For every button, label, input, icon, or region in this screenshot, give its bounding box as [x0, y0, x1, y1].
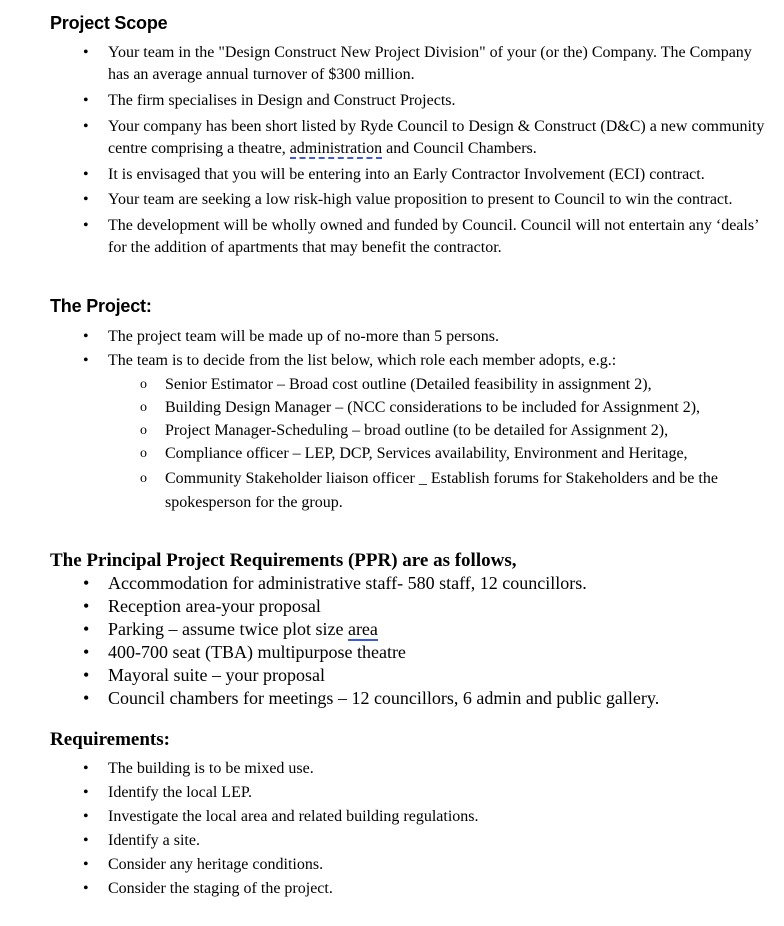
bullet-icon: • [83, 118, 89, 135]
list-item: • Your team in the "Design Construct New Project Division" of your (or the) Company. The Company has an average annual turnover of $300 million. [83, 44, 752, 83]
spellcheck-marked-word: administration [289, 140, 383, 157]
list-item: • Identify a site. [108, 829, 768, 853]
bullet-icon: • [83, 352, 89, 369]
spellcheck-marked-word: area [347, 619, 378, 639]
bullet-icon: • [83, 880, 89, 897]
list-item: • Accommodation for administrative staff- 580 staff, 12 councillors. [83, 573, 587, 593]
bullet-icon: • [83, 44, 89, 61]
list-item: o Building Design Manager – (NCC considerations to be included for Assignment 2), [165, 397, 765, 419]
bullet-icon: • [83, 619, 90, 639]
list-item: • Parking – assume twice plot size area [83, 619, 378, 639]
bullet-icon: • [83, 760, 89, 777]
bullet-icon: • [83, 832, 89, 849]
heading-the-project: The Project: [50, 296, 152, 316]
list-requirements [83, 757, 768, 901]
list-item: • The project team will be made up of no-more than 5 persons. [108, 326, 768, 348]
circle-bullet-icon: o [140, 471, 147, 486]
heading-requirements: Requirements: [50, 729, 170, 750]
list-item: • The firm specialises in Design and Construct Projects. [108, 90, 768, 112]
list-item: • Identify the local LEP. [108, 781, 768, 805]
list-item: • Your team are seeking a low risk-high value proposition to present to Council to win the contract. [108, 189, 768, 211]
list-item: • Investigate the local area and related building regulations. [108, 805, 768, 829]
bullet-icon: • [83, 642, 90, 662]
list-item: • Mayoral suite – your proposal [83, 665, 325, 685]
list-item: • Your company has been short listed by Ryde Council to Design & Construct (D&C) a new community centre comprising a theatre, administration and Council Chambers. [83, 118, 765, 157]
list-item: • The development will be wholly owned and funded by Council. Council will not entertain any ‘deals’ for the addition of apartments that may benefit the contractor. [83, 217, 759, 256]
bullet-icon: • [83, 808, 89, 825]
bullet-icon: • [83, 784, 89, 801]
bullet-icon: • [83, 665, 90, 685]
list-the-project [83, 326, 768, 372]
list-item: • Reception area-your proposal [83, 596, 321, 616]
bullet-icon: • [83, 856, 89, 873]
list-item: o Compliance officer – LEP, DCP, Services availability, Environment and Heritage, [165, 443, 765, 465]
list-item: • 400-700 seat (TBA) multipurpose theatre [83, 642, 406, 662]
heading-ppr: The Principal Project Requirements (PPR) are as follows, [50, 550, 517, 571]
circle-bullet-icon: o [140, 423, 147, 438]
bullet-icon: • [83, 217, 89, 234]
circle-bullet-icon: o [140, 400, 147, 415]
list-item: o Senior Estimator – Broad cost outline (Detailed feasibility in assignment 2), [165, 374, 765, 396]
circle-bullet-icon: o [140, 377, 147, 392]
list-team-roles [140, 374, 765, 515]
list-item: • Council chambers for meetings – 12 councillors, 6 admin and public gallery. [83, 688, 660, 708]
bullet-icon: • [83, 191, 89, 208]
bullet-icon: • [83, 596, 90, 616]
bullet-icon: • [83, 328, 89, 345]
bullet-icon: • [83, 92, 89, 109]
list-item: • The team is to decide from the list below, which role each member adopts, e.g.: [108, 350, 768, 372]
list-item: • The building is to be mixed use. [108, 757, 768, 781]
list-project-scope [83, 42, 768, 259]
heading-project-scope: Project Scope [50, 13, 168, 33]
list-item: o Community Stakeholder liaison officer _ Establish forums for Stakeholders and be the spokesperson for the group. [165, 467, 765, 515]
list-ppr [83, 572, 768, 710]
bullet-icon: • [83, 688, 90, 708]
list-item: • It is envisaged that you will be entering into an Early Contractor Involvement (ECI) contract. [108, 164, 768, 186]
list-item: o Project Manager-Scheduling – broad outline (to be detailed for Assignment 2), [165, 420, 765, 442]
circle-bullet-icon: o [140, 446, 147, 461]
list-item: • Consider the staging of the project. [108, 877, 768, 901]
bullet-icon: • [83, 573, 90, 593]
list-item: • Consider any heritage conditions. [108, 853, 768, 877]
bullet-icon: • [83, 166, 89, 183]
